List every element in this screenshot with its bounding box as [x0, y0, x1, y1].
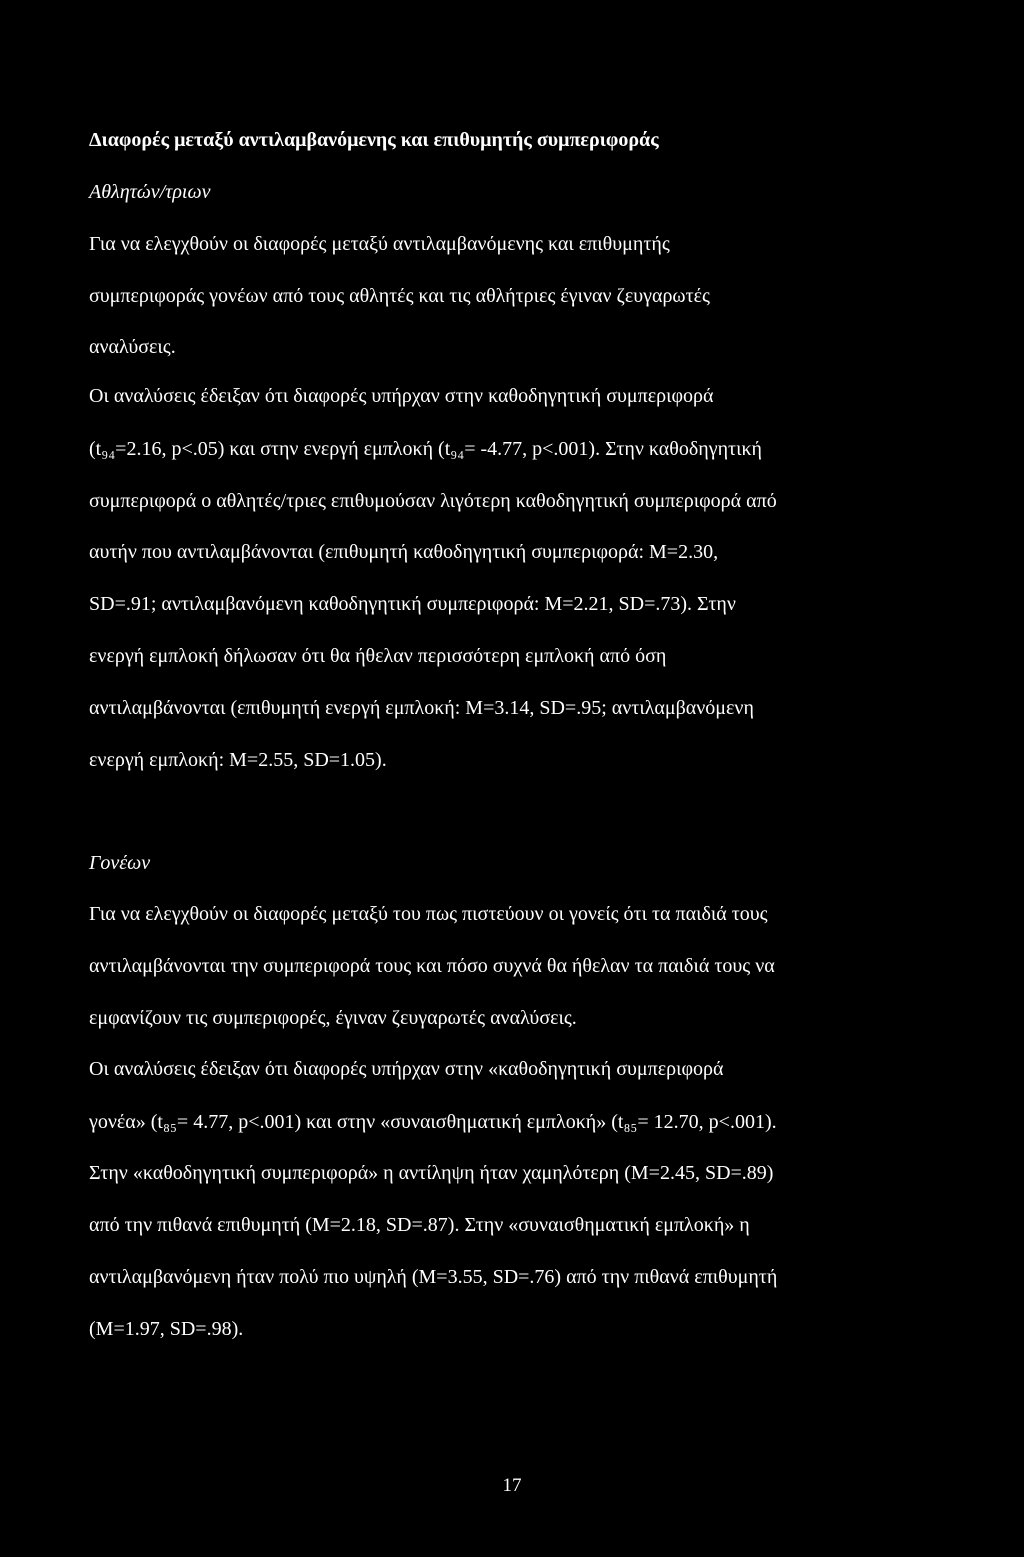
paragraph-line: αυτήν που αντιλαμβάνονται (επιθυμητή καθοδηγητική συμπεριφορά: M=2.30,	[89, 541, 719, 563]
paragraph-line: Στην «καθοδηγητική συμπεριφορά» η αντίληψη ήταν χαμηλότερη (M=2.45, SD=.89)	[89, 1162, 774, 1184]
paragraph-line: (M=1.97, SD=.98).	[89, 1318, 244, 1340]
paragraph-line: γονέα» (t₈₅= 4.77, p<.001) και στην «συναισθηματική εμπλοκή» (t₈₅= 12.70, p<.001).	[89, 1111, 777, 1133]
paragraph-line: Οι αναλύσεις έδειξαν ότι διαφορές υπήρχαν στην «καθοδηγητική συμπεριφορά	[89, 1058, 724, 1080]
paragraph-line: συμπεριφορά ο αθλητές/τριες επιθυμούσαν λιγότερη καθοδηγητική συμπεριφορά από	[89, 490, 777, 512]
subheading-parents: Γονέων	[89, 852, 151, 874]
paragraph-line: αντιλαμβάνονται (επιθυμητή ενεργή εμπλοκή: M=3.14, SD=.95; αντιλαμβανόμενη	[89, 697, 754, 719]
subheading-athletes: Αθλητών/τριων	[89, 181, 211, 203]
paragraph-line: εμφανίζουν τις συμπεριφορές, έγιναν ζευγαρωτές αναλύσεις.	[89, 1007, 577, 1029]
paragraph-line: αντιλαμβανόμενη ήταν πολύ πιο υψηλή (M=3.55, SD=.76) από την πιθανά επιθυμητή	[89, 1266, 778, 1288]
paragraph-line: Για να ελεγχθούν οι διαφορές μεταξύ του πως πιστεύουν οι γονείς ότι τα παιδιά τους	[89, 903, 768, 925]
paragraph-line: Για να ελεγχθούν οι διαφορές μεταξύ αντιλαμβανόμενης και επιθυμητής	[89, 233, 670, 255]
paragraph-line: SD=.91; αντιλαμβανόμενη καθοδηγητική συμπεριφορά: M=2.21, SD=.73). Στην	[89, 593, 736, 615]
page-number: 17	[502, 1475, 522, 1496]
paragraph-line: ενεργή εμπλοκή δήλωσαν ότι θα ήθελαν περισσότερη εμπλοκή από όση	[89, 645, 667, 667]
paragraph-line: (t₉₄=2.16, p<.05) και στην ενεργή εμπλοκή (t₉₄= -4.77, p<.001). Στην καθοδηγητική	[89, 438, 762, 460]
paragraph-line: ενεργή εμπλοκή: M=2.55, SD=1.05).	[89, 749, 387, 771]
paragraph-line: αναλύσεις.	[89, 336, 176, 358]
paragraph-line: συμπεριφοράς γονέων από τους αθλητές και τις αθλήτριες έγιναν ζευγαρωτές	[89, 285, 710, 307]
paragraph-line: από την πιθανά επιθυμητή (M=2.18, SD=.87). Στην «συναισθηματική εμπλοκή» η	[89, 1214, 750, 1236]
paragraph-line: Οι αναλύσεις έδειξαν ότι διαφορές υπήρχαν στην καθοδηγητική συμπεριφορά	[89, 385, 714, 407]
paragraph-line: αντιλαμβάνονται την συμπεριφορά τους και πόσο συχνά θα ήθελαν τα παιδιά τους να	[89, 955, 775, 977]
section-heading: Διαφορές μεταξύ αντιλαμβανόμενης και επιθυμητής συμπεριφοράς	[89, 129, 659, 151]
